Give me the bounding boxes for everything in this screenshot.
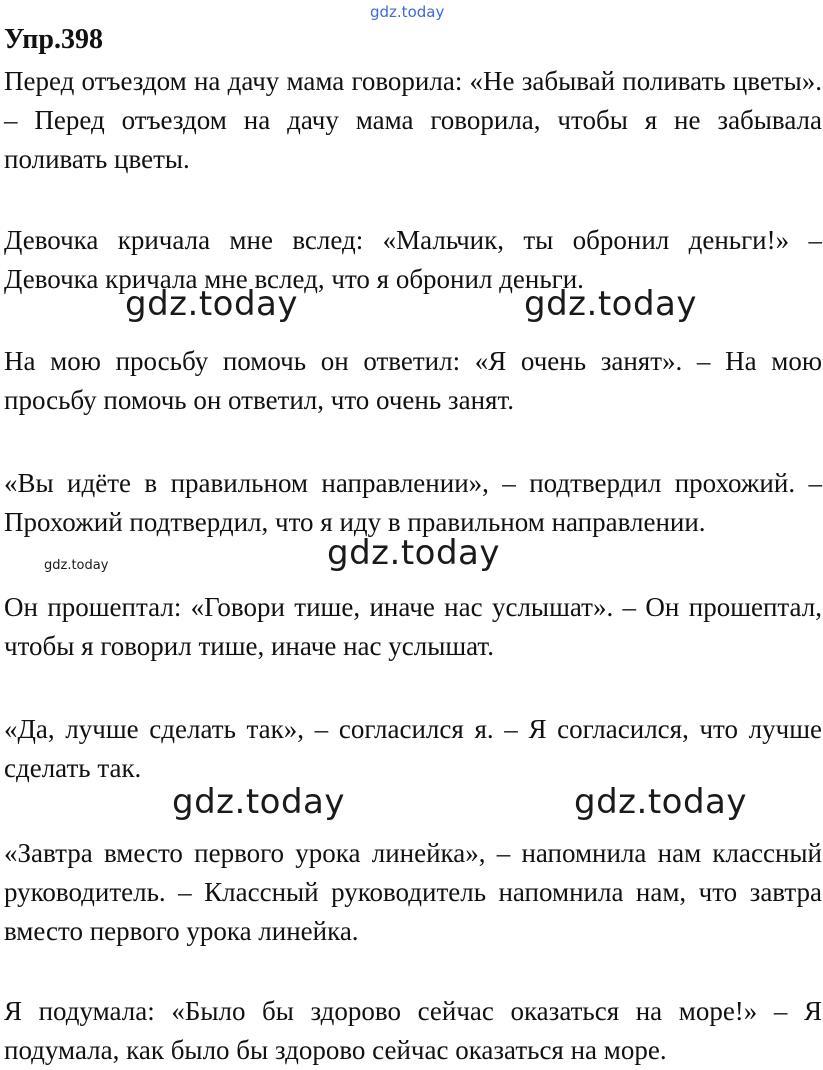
watermark: gdz.today: [574, 782, 747, 822]
watermark-small: gdz.today: [44, 558, 109, 573]
paragraph-4: «Вы идёте в правильном направлении», – подтвердил прохожий. – Прохожий подтвердил, что я иду в правильном направлении.: [4, 468, 822, 537]
paragraph-1: Перед отъездом на дачу мама говорила: «Не забывай поливать цветы». – Перед отъездом на дачу мама говорила, чтобы я не забывала поливать цветы.: [4, 66, 822, 174]
exercise-title: Упр.398: [4, 24, 103, 55]
watermark: gdz.today: [327, 533, 500, 573]
watermark: gdz.today: [172, 782, 345, 822]
paragraph-6: «Да, лучше сделать так», – согласился я. – Я согласился, что лучше сделать так.: [4, 714, 822, 783]
paragraph-7: «Завтра вместо первого урока линейка», – напомнила нам классный руководитель. – Классный руководитель напомнила нам, что завтра вместо первого урока линейка.: [4, 838, 822, 946]
paragraph-5: Он прошептал: «Говори тише, иначе нас услышат». – Он прошептал, чтобы я говорил тише, иначе нас услышат.: [4, 592, 822, 661]
watermark-top: gdz.today: [370, 3, 445, 21]
paragraph-8: Я подумала: «Было бы здорово сейчас оказаться на море!» – Я подумала, как было бы здорово сейчас оказаться на море.: [4, 996, 822, 1065]
watermark: gdz.today: [125, 284, 298, 324]
paragraph-2: Девочка кричала мне вслед: «Мальчик, ты обронил деньги!» – Девочка кричала мне вслед, что я обронил деньги.: [4, 225, 822, 294]
watermark: gdz.today: [524, 284, 697, 324]
paragraph-3: На мою просьбу помочь он ответил: «Я очень занят». – На мою просьбу помочь он ответил, что очень занят.: [4, 346, 822, 415]
